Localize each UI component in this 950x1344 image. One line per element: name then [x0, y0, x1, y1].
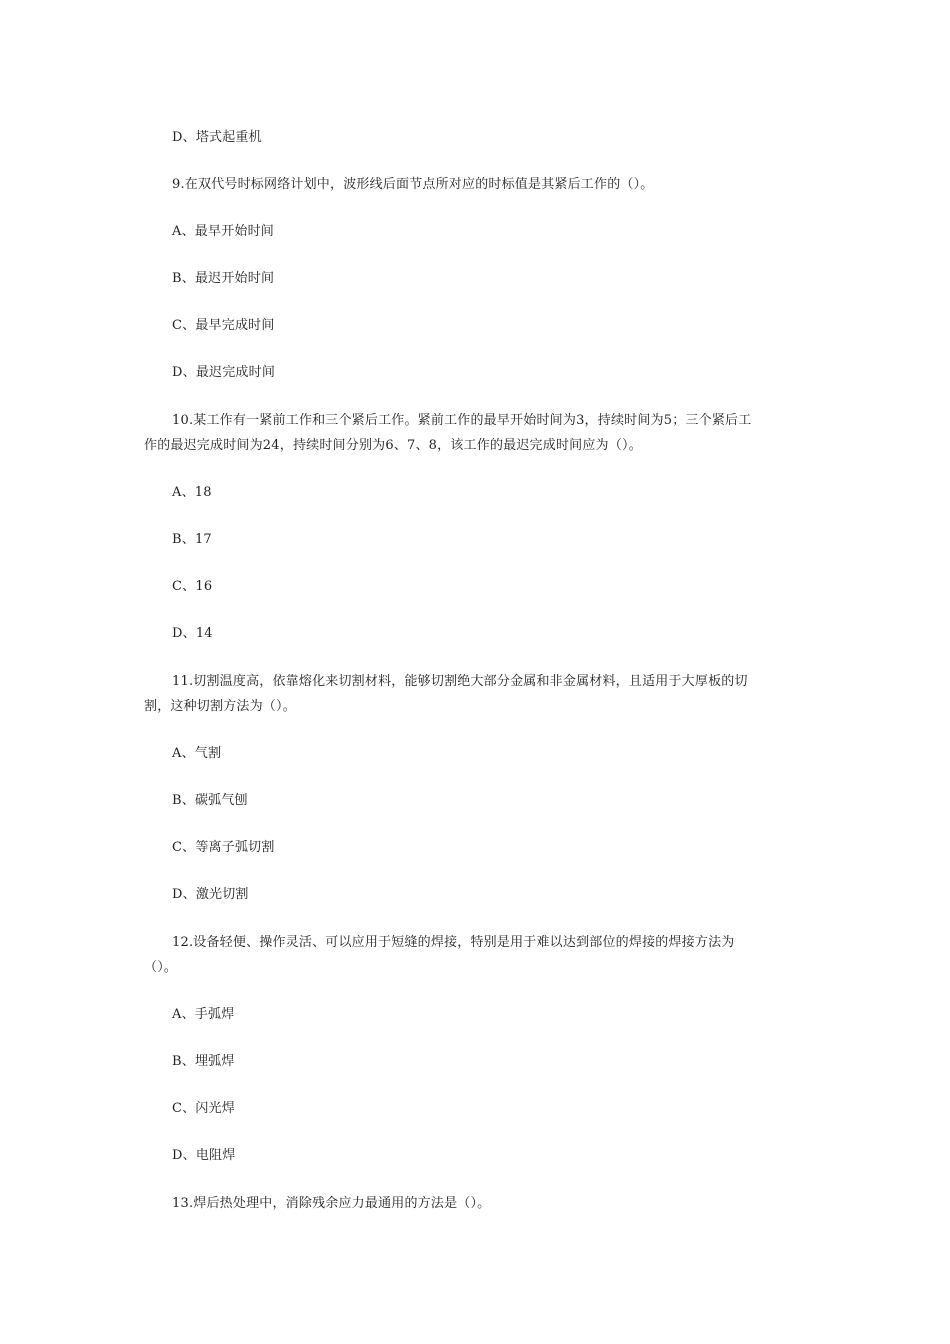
- question-line: 12.设备轻便、操作灵活、可以应用于短缝的焊接，特别是用于难以达到部位的焊接的焊接方法为: [172, 935, 735, 950]
- question-line-continued: （）。: [144, 960, 178, 975]
- question-line: 11.切割温度高，依靠熔化来切割材料，能够切割绝大部分金属和非金属材料，且适用于大厚板的切: [172, 674, 748, 689]
- option-line: A、最早开始时间: [172, 224, 274, 239]
- option-line: A、气割: [172, 746, 222, 761]
- option-line: D、最迟完成时间: [172, 365, 276, 380]
- option-line: A、18: [172, 485, 212, 500]
- option-line: D、塔式起重机: [172, 130, 262, 145]
- option-line: C、等离子弧切割: [172, 840, 275, 855]
- question-line: 13.焊后热处理中，消除残余应力最通用的方法是（）。: [172, 1196, 491, 1211]
- option-line: B、碳弧气刨: [172, 793, 248, 808]
- option-line: D、电阻焊: [172, 1148, 236, 1163]
- option-line: D、激光切割: [172, 887, 249, 902]
- question-line: 10.某工作有一紧前工作和三个紧后工作。紧前工作的最早开始时间为3，持续时间为5；三个紧后工: [172, 413, 752, 428]
- option-line: C、最早完成时间: [172, 318, 275, 333]
- option-line: B、埋弧焊: [172, 1054, 235, 1069]
- option-line: B、最迟开始时间: [172, 271, 275, 286]
- option-line: C、16: [172, 579, 213, 594]
- option-line: C、闪光焊: [172, 1101, 235, 1116]
- option-line: D、14: [172, 626, 213, 641]
- option-line: B、17: [172, 532, 212, 547]
- option-line: A、手弧焊: [172, 1007, 235, 1022]
- question-line-continued: 作的最迟完成时间为24，持续时间分别为6、7、8，该工作的最迟完成时间应为（）。: [144, 438, 642, 453]
- question-line: 9.在双代号时标网络计划中，波形线后面节点所对应的时标值是其紧后工作的（）。: [172, 177, 654, 192]
- question-line-continued: 割，这种切割方法为（）。: [144, 699, 296, 714]
